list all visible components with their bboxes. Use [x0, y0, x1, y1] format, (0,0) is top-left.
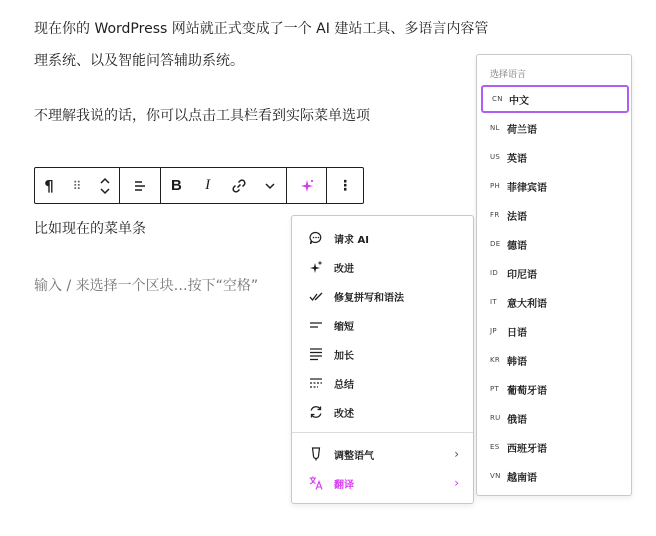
spellcheck-icon	[306, 288, 326, 304]
language-code: ES	[490, 443, 500, 451]
language-option-ru[interactable]	[481, 404, 629, 432]
language-code: KR	[490, 356, 501, 364]
block-placeholder[interactable]: 输入 / 来选择一个区块…按下“空格”	[34, 278, 259, 294]
menu-item-adjust-tone[interactable]	[292, 441, 473, 467]
menu-item-translate[interactable]	[292, 470, 473, 496]
paragraph-line[interactable]: 理系统、以及智能问答辅助系统。	[34, 53, 244, 69]
language-code: DE	[490, 240, 501, 248]
formatting-group	[161, 168, 287, 203]
block-toolbar	[34, 167, 364, 204]
chat-bubble-icon	[306, 230, 326, 246]
menu-item-shorten[interactable]	[292, 312, 473, 338]
summarize-icon	[306, 375, 326, 391]
ai-group	[287, 168, 328, 203]
language-code: PT	[490, 385, 500, 393]
language-name: 意大利语	[507, 298, 547, 310]
language-code: ID	[490, 269, 499, 277]
language-code: CN	[492, 95, 503, 103]
alignment-group	[120, 168, 161, 203]
block-controls-group	[35, 168, 120, 203]
menu-item-ask-ai[interactable]	[292, 225, 473, 251]
menu-item-improve[interactable]	[292, 254, 473, 280]
menu-item-label: 修复拼写和语法	[334, 292, 404, 304]
language-name: 英语	[507, 153, 527, 165]
language-option-vn[interactable]	[481, 462, 629, 490]
paragraph-line[interactable]: 现在你的 WordPress 网站就正式变成了一个 AI 建站工具、多语言内容管	[34, 21, 489, 37]
language-code: IT	[490, 298, 497, 306]
language-name: 德语	[507, 240, 527, 252]
more-options-button[interactable]: ⋮	[338, 177, 353, 194]
language-option-jp[interactable]	[481, 317, 629, 345]
more-formats-button[interactable]	[256, 168, 284, 203]
menu-item-label: 改进	[334, 263, 354, 275]
language-name: 荷兰语	[507, 124, 537, 136]
menu-item-label: 缩短	[334, 321, 354, 333]
language-name: 韩语	[507, 356, 527, 368]
language-name: 西班牙语	[507, 443, 547, 455]
language-code: VN	[490, 472, 501, 480]
menu-item-label: 请求 AI	[334, 234, 369, 246]
language-select-menu	[476, 54, 632, 496]
options-group	[327, 168, 363, 203]
paragraph-block-icon[interactable]: ¶	[44, 176, 54, 195]
ai-assistant-button[interactable]	[293, 168, 321, 203]
language-code: FR	[490, 211, 500, 219]
italic-button[interactable]: I	[205, 177, 211, 193]
language-name: 中文	[509, 95, 529, 107]
language-option-cn[interactable]	[481, 85, 629, 113]
bold-button[interactable]: B	[171, 177, 182, 194]
ai-assistant-menu	[291, 215, 474, 504]
align-left-icon	[133, 179, 147, 193]
language-name: 俄语	[507, 414, 527, 426]
link-button[interactable]	[225, 168, 253, 203]
language-option-us[interactable]	[481, 143, 629, 171]
language-code: RU	[490, 414, 501, 422]
translate-icon	[306, 475, 326, 491]
tone-icon	[306, 446, 326, 462]
language-menu-title: 选择语言	[490, 70, 527, 80]
menu-item-rephrase[interactable]	[292, 399, 473, 425]
rephrase-icon	[306, 404, 326, 420]
link-icon	[231, 178, 247, 194]
language-option-pt[interactable]	[481, 375, 629, 403]
menu-item-label: 调整语气	[334, 450, 374, 462]
drag-handle-icon[interactable]: ⠿	[72, 178, 82, 193]
menu-item-label: 总结	[334, 379, 354, 391]
chevron-right-icon: ›	[454, 476, 459, 490]
move-up-down-button[interactable]	[91, 168, 119, 203]
language-option-fr[interactable]	[481, 201, 629, 229]
language-name: 法语	[507, 211, 527, 223]
shorten-icon	[306, 317, 326, 333]
language-option-id[interactable]	[481, 259, 629, 287]
language-option-ph[interactable]	[481, 172, 629, 200]
menu-item-lengthen[interactable]	[292, 341, 473, 367]
menu-divider	[292, 432, 473, 433]
chevron-down-icon	[264, 180, 276, 192]
language-name: 日语	[507, 327, 527, 339]
chevron-right-icon: ›	[454, 447, 459, 461]
menu-item-label: 翻译	[334, 479, 354, 491]
language-code: US	[490, 153, 501, 161]
lengthen-icon	[306, 346, 326, 362]
language-code: PH	[490, 182, 501, 190]
menu-item-label: 改述	[334, 408, 354, 420]
language-name: 葡萄牙语	[507, 385, 547, 397]
language-name: 越南语	[507, 472, 537, 484]
language-option-es[interactable]	[481, 433, 629, 461]
menu-item-label: 加长	[334, 350, 354, 362]
language-code: JP	[490, 327, 497, 335]
language-option-de[interactable]	[481, 230, 629, 258]
menu-item-fix-spelling[interactable]	[292, 283, 473, 309]
paragraph[interactable]: 比如现在的菜单条	[34, 221, 146, 237]
paragraph[interactable]: 不理解我说的话，你可以点击工具栏看到实际菜单选项	[34, 108, 370, 124]
language-name: 菲律宾语	[507, 182, 547, 194]
language-option-it[interactable]	[481, 288, 629, 316]
chevron-up-down-icon	[99, 177, 111, 195]
language-option-kr[interactable]	[481, 346, 629, 374]
menu-item-summarize[interactable]	[292, 370, 473, 396]
align-button[interactable]	[126, 168, 154, 203]
language-code: NL	[490, 124, 500, 132]
language-option-nl[interactable]	[481, 114, 629, 142]
sparkle-icon	[306, 259, 326, 275]
language-name: 印尼语	[507, 269, 537, 281]
ai-sparkle-icon	[299, 178, 315, 194]
